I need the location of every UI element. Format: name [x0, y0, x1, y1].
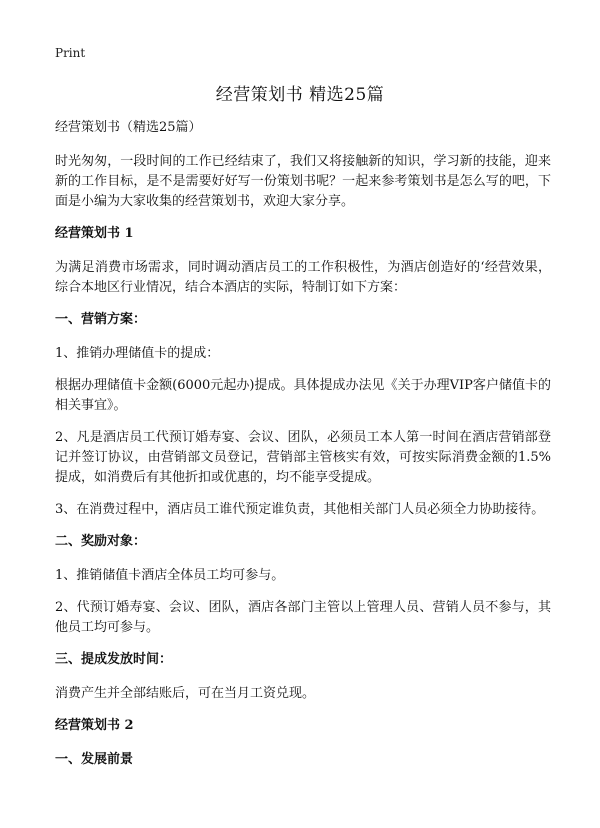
- marketing-item-2: 2、凡是酒店员工代预订婚寿宴、会议、团队，必须员工本人第一时间在酒店营销部登记并签订协议，由营销部文员登记，营销部主管核实有效，可按实际消费金额的1.5%提成，如消费后有其他折扣或优惠的，均不能享受提成。: [55, 430, 551, 485]
- document-subtitle: 经营策划书（精选25篇）: [55, 120, 202, 135]
- reward-item-2: 2、代预订婚寿宴、会议、团队，酒店各部门主管以上管理人员、营销人员不参与，其他员工均可参与。: [55, 600, 551, 635]
- development-prospect-heading: 一、发展前景: [55, 752, 134, 767]
- commission-time-text: 消费产生并全部结账后，可在当月工资兑现。: [55, 686, 316, 701]
- marketing-item-1-detail: 根据办理储值卡金额(6000元起办)提成。具体提成办法见《关于办理VIP客户储值卡的相关事宜》。: [55, 378, 551, 413]
- reward-target-heading: 二、奖励对象：: [55, 534, 147, 549]
- commission-time-heading: 三、提成发放时间：: [55, 652, 173, 667]
- intro-paragraph: 时光匆匆，一段时间的工作已经结束了，我们又将接触新的知识，学习新的技能，迎来新的工作目标，是不是需要好好写一份策划书呢？一起来参考策划书是怎么写的吧，下面是小编为大家收集的经营策划书，欢迎大家分享。: [55, 154, 551, 209]
- section-heading-1: 经营策划书 1: [55, 226, 134, 241]
- print-link[interactable]: Print: [55, 46, 86, 60]
- marketing-item-3: 3、在消费过程中，酒店员工谁代预定谁负责，其他相关部门人员必须全力协助接待。: [55, 502, 545, 517]
- document-body: [55, 118, 551, 784]
- marketing-item-1: 1、推销办理储值卡的提成：: [55, 346, 220, 361]
- marketing-plan-heading: 一、营销方案：: [55, 312, 147, 327]
- page-title: 经营策划书 精选25篇: [215, 85, 385, 105]
- section1-paragraph: 为满足消费市场需求，同时调动酒店员工的工作积极性，为酒店创造好的‘经营效果，综合本地区行业情况，结合本酒店的实际，特制订如下方案：: [55, 260, 551, 295]
- reward-item-1: 1、推销储值卡酒店全体员工均可参与。: [55, 568, 285, 583]
- section-heading-2: 经营策划书 2: [55, 718, 134, 733]
